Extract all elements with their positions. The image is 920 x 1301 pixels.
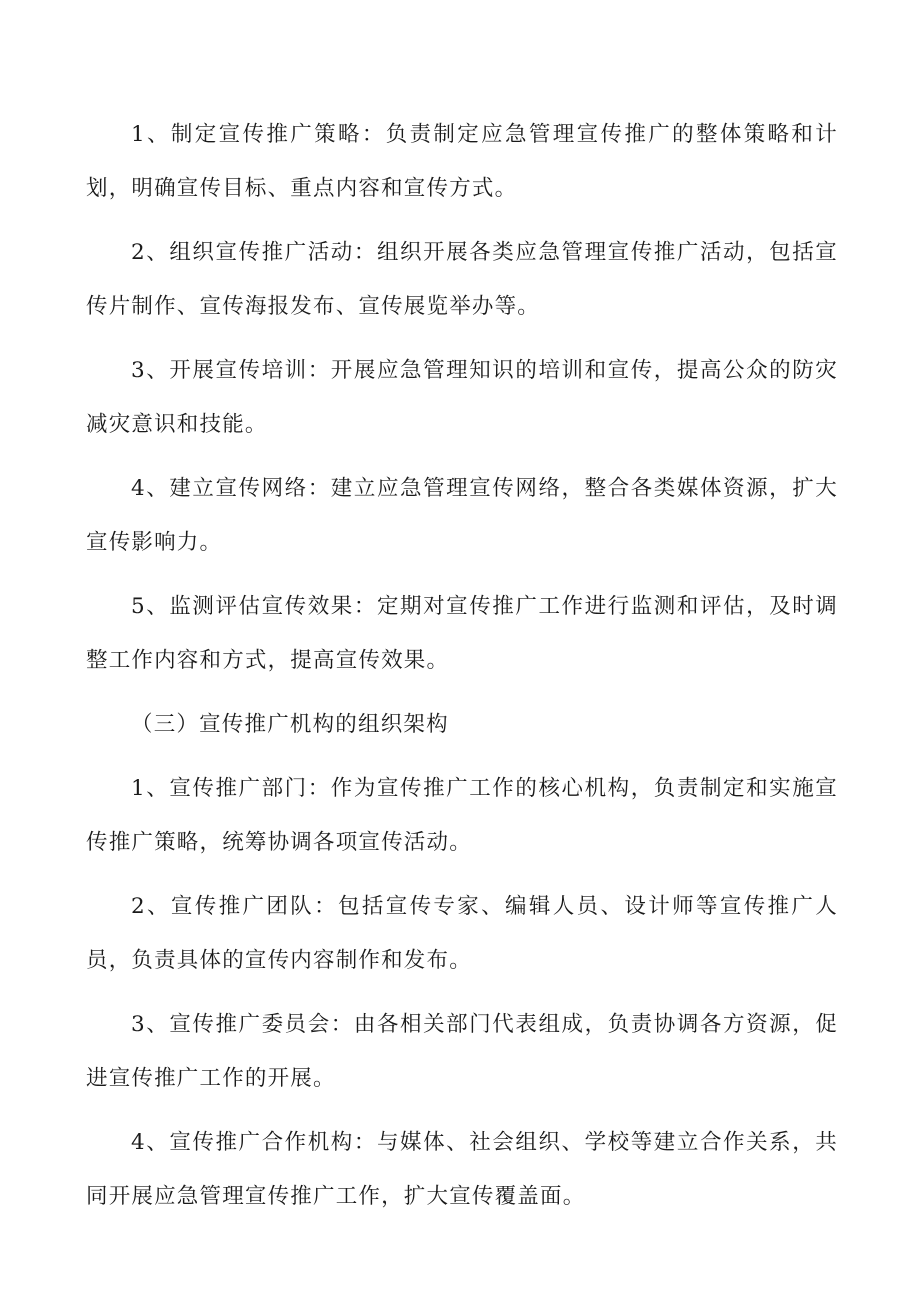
paragraph-network: 4、建立宣传网络：建立应急管理宣传网络，整合各类媒体资源，扩大宣传影响力。 [86, 476, 838, 555]
paragraph-committee: 3、宣传推广委员会：由各相关部门代表组成，负责协调各方资源，促进宣传推广工作的开展。 [86, 1012, 838, 1091]
paragraph-strategy: 1、制定宣传推广策略：负责制定应急管理宣传推广的整体策略和计划，明确宣传目标、重点内容和宣传方式。 [86, 122, 838, 201]
paragraph-partners: 4、宣传推广合作机构：与媒体、社会组织、学校等建立合作关系，共同开展应急管理宣传推广工作，扩大宣传覆盖面。 [86, 1130, 838, 1209]
paragraph-activities: 2、组织宣传推广活动：组织开展各类应急管理宣传推广活动，包括宣传片制作、宣传海报发布、宣传展览举办等。 [86, 240, 838, 319]
document-page [86, 108, 838, 1234]
paragraph-team: 2、宣传推广团队：包括宣传专家、编辑人员、设计师等宣传推广人员，负责具体的宣传内容制作和发布。 [86, 894, 838, 973]
paragraph-department: 1、宣传推广部门：作为宣传推广工作的核心机构，负责制定和实施宣传推广策略，统筹协调各项宣传活动。 [86, 776, 838, 855]
paragraph-evaluation: 5、监测评估宣传效果：定期对宣传推广工作进行监测和评估，及时调整工作内容和方式，提高宣传效果。 [86, 594, 838, 673]
section-heading: （三）宣传推广机构的组织架构 [131, 712, 449, 737]
paragraph-training: 3、开展宣传培训：开展应急管理知识的培训和宣传，提高公众的防灾减灾意识和技能。 [86, 358, 838, 437]
